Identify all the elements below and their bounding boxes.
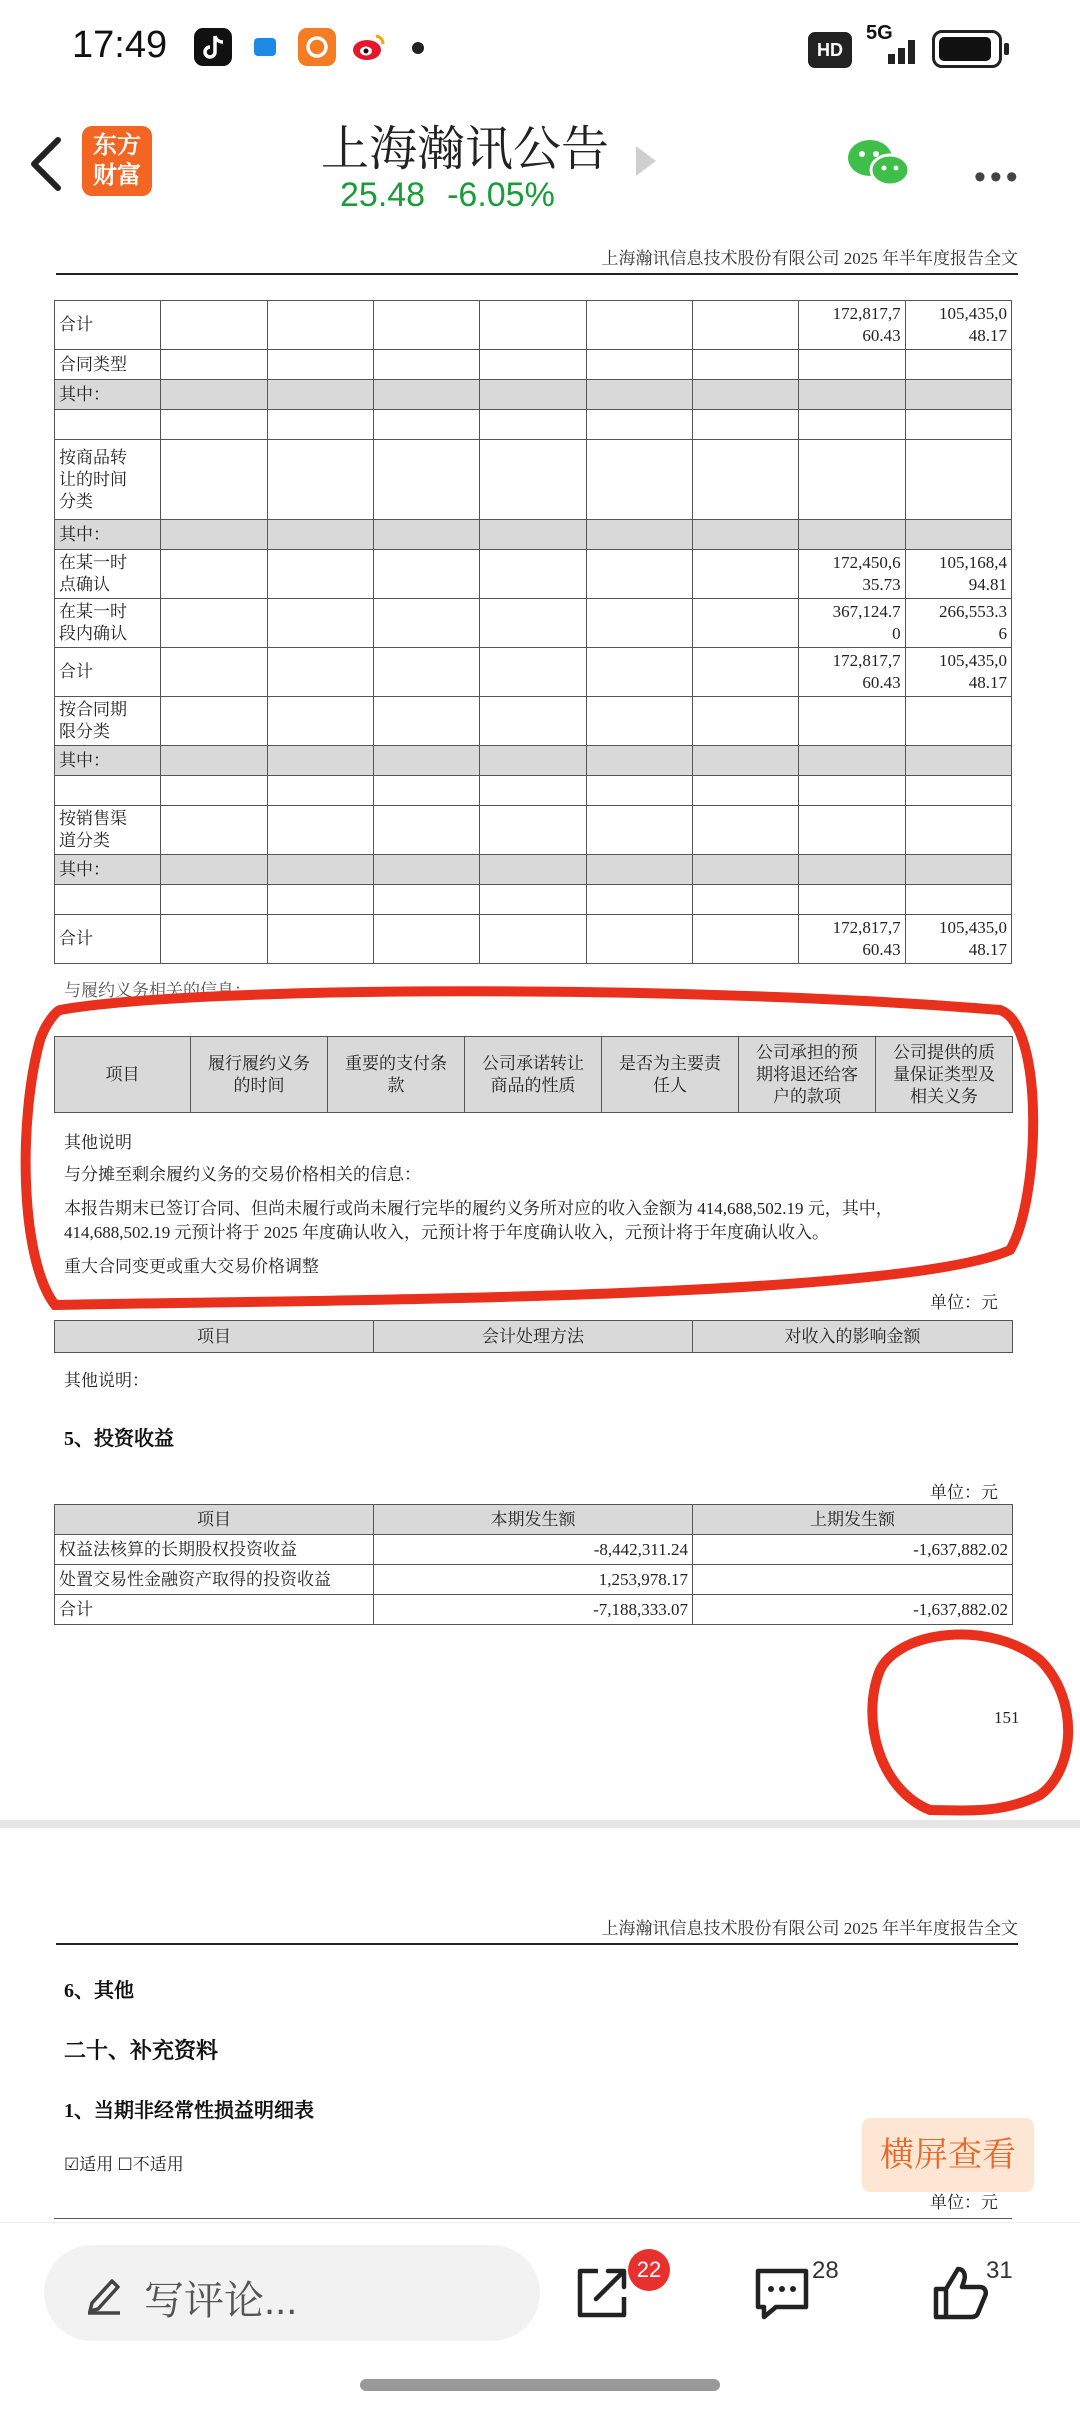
row-label	[55, 776, 161, 806]
column-header: 公司承担的预 期将退还给客 户的款项	[739, 1037, 876, 1113]
more-menu-icon[interactable]: •••	[974, 158, 1022, 196]
empty-cell	[161, 648, 267, 697]
empty-cell	[373, 648, 479, 697]
empty-cell	[692, 746, 798, 776]
cell-value: 105,168,4 94.81	[905, 550, 1011, 599]
cell-value: 172,817,7 60.43	[799, 648, 905, 697]
empty-cell	[586, 301, 692, 350]
empty-cell	[267, 380, 373, 410]
cell-value	[799, 855, 905, 885]
column-header: 重要的支付条 款	[328, 1037, 465, 1113]
row-label: 合计	[55, 1595, 374, 1625]
table-row	[55, 410, 1012, 440]
cell-value: 105,435,0 48.17	[905, 301, 1011, 350]
stock-quote	[340, 176, 577, 215]
landscape-view-button[interactable]: 横屏查看	[862, 2118, 1034, 2192]
weibo-icon	[350, 28, 388, 66]
empty-cell	[480, 776, 586, 806]
empty-cell	[161, 380, 267, 410]
empty-cell	[161, 697, 267, 746]
allocation-info-text: 与分摊至剩余履约义务的交易价格相关的信息：	[64, 1165, 421, 1184]
empty-cell	[267, 746, 373, 776]
table-row	[55, 855, 1012, 885]
doc-page-header: 上海瀚讯信息技术股份有限公司 2025 年半年度报告全文	[56, 244, 1018, 275]
table-row	[55, 746, 1012, 776]
page-number: 151	[994, 1708, 1020, 1727]
empty-cell	[373, 550, 479, 599]
column-header: 会计处理方法	[374, 1321, 693, 1353]
empty-cell	[373, 599, 479, 648]
row-label: 权益法核算的长期股权投资收益	[55, 1535, 374, 1565]
investment-income-table	[54, 1504, 1013, 1625]
empty-cell	[586, 806, 692, 855]
empty-cell	[373, 806, 479, 855]
major-contract-text: 重大合同变更或重大交易价格调整	[64, 1257, 319, 1276]
empty-cell	[373, 440, 479, 520]
empty-cell	[267, 915, 373, 964]
cell-value: 105,435,0 48.17	[905, 915, 1011, 964]
row-label: 按商品转 让的时间 分类	[55, 440, 161, 520]
empty-cell	[586, 697, 692, 746]
cell-value	[905, 855, 1011, 885]
column-header: 本期发生额	[374, 1505, 693, 1535]
cell-value: 266,553.3 6	[905, 599, 1011, 648]
table-row	[55, 648, 1012, 697]
empty-cell	[692, 301, 798, 350]
table-row	[55, 520, 1012, 550]
column-header: 公司提供的质 量保证类型及 相关义务	[876, 1037, 1013, 1113]
table-row	[55, 776, 1012, 806]
empty-cell	[480, 746, 586, 776]
empty-cell	[480, 380, 586, 410]
cell-value	[799, 885, 905, 915]
pencil-icon	[84, 2271, 124, 2315]
cell-value	[799, 746, 905, 776]
network-label: 5G	[866, 22, 893, 44]
section-nonrecurring: 1、当期非经常性损益明细表	[64, 2100, 314, 2122]
logo-line1: 东方	[93, 132, 141, 159]
empty-cell	[586, 550, 692, 599]
hd-icon: HD	[808, 32, 852, 68]
cell-value	[905, 885, 1011, 915]
empty-cell	[480, 440, 586, 520]
empty-cell	[161, 520, 267, 550]
empty-cell	[480, 301, 586, 350]
empty-cell	[586, 380, 692, 410]
table-row	[55, 599, 1012, 648]
comment-placeholder: 写评论...	[144, 2279, 298, 2323]
row-label: 合同类型	[55, 350, 161, 380]
empty-cell	[267, 410, 373, 440]
column-header: 项目	[55, 1037, 191, 1113]
empty-cell	[161, 855, 267, 885]
cell-value	[799, 380, 905, 410]
bottom-action-bar	[0, 2222, 1080, 2409]
empty-cell	[161, 550, 267, 599]
report-line-1: 本报告期末已签订合同、但尚未履行或尚未履行完毕的履约义务所对应的收入金额为 414,688,502.19 元，其中，	[64, 1199, 893, 1218]
empty-cell	[480, 599, 586, 648]
empty-cell	[267, 599, 373, 648]
section-supplementary: 二十、补充资料	[64, 2038, 219, 2063]
cell-value: -8,442,311.24	[374, 1535, 693, 1565]
empty-cell	[161, 806, 267, 855]
empty-cell	[161, 440, 267, 520]
empty-cell	[692, 380, 798, 410]
status-time: 17:49	[72, 24, 168, 66]
section-other: 6、其他	[64, 1980, 134, 2002]
unit-label-1: 单位：元	[930, 1293, 998, 1312]
column-header: 是否为主要责 任人	[602, 1037, 739, 1113]
row-label: 处置交易性金融资产取得的投资收益	[55, 1565, 374, 1595]
cell-value	[799, 440, 905, 520]
empty-cell	[373, 915, 479, 964]
empty-cell	[586, 855, 692, 885]
empty-cell	[373, 746, 479, 776]
empty-cell	[161, 301, 267, 350]
row-label: 其中：	[55, 855, 161, 885]
row-label: 其中：	[55, 380, 161, 410]
row-label: 合计	[55, 915, 161, 964]
cell-value	[799, 806, 905, 855]
empty-cell	[267, 806, 373, 855]
column-header: 履行履约义务 的时间	[191, 1037, 328, 1113]
empty-cell	[692, 697, 798, 746]
applicable-checkbox: ☑适用 ☐不适用	[64, 2155, 184, 2174]
table-row	[55, 885, 1012, 915]
cell-value: -1,637,882.02	[693, 1535, 1013, 1565]
empty-cell	[267, 855, 373, 885]
notification-dot	[412, 42, 424, 54]
cell-value	[799, 350, 905, 380]
row-label: 按合同期 限分类	[55, 697, 161, 746]
cell-value	[905, 410, 1011, 440]
row-label: 合计	[55, 648, 161, 697]
empty-cell	[692, 440, 798, 520]
cell-value	[799, 520, 905, 550]
other-note-1: 其他说明	[64, 1133, 132, 1152]
column-header: 公司承诺转让 商品的性质	[465, 1037, 602, 1113]
table-row	[55, 550, 1012, 599]
other-note-2: 其他说明：	[64, 1371, 149, 1390]
obligation-info-text: 与履约义务相关的信息：	[64, 981, 251, 1000]
empty-cell	[373, 520, 479, 550]
empty-cell	[161, 410, 267, 440]
empty-cell	[586, 440, 692, 520]
row-label: 其中：	[55, 520, 161, 550]
performance-obligation-table	[54, 1036, 1013, 1113]
empty-cell	[161, 885, 267, 915]
empty-cell	[267, 697, 373, 746]
cell-value	[905, 776, 1011, 806]
cell-value: 172,817,7 60.43	[799, 915, 905, 964]
row-label: 在某一时 点确认	[55, 550, 161, 599]
empty-cell	[692, 599, 798, 648]
empty-cell	[692, 410, 798, 440]
empty-cell	[692, 550, 798, 599]
empty-cell	[267, 440, 373, 520]
cell-value	[905, 440, 1011, 520]
column-header: 对收入的影响金额	[693, 1321, 1013, 1353]
cell-value: -1,637,882.02	[693, 1595, 1013, 1625]
empty-cell	[692, 885, 798, 915]
empty-cell	[480, 550, 586, 599]
empty-cell	[373, 855, 479, 885]
unit-label-3: 单位：元	[930, 2193, 998, 2212]
wechat-share-icon[interactable]	[846, 136, 912, 192]
cell-value	[799, 776, 905, 806]
empty-cell	[480, 350, 586, 380]
cell-value: 367,124.7 0	[799, 599, 905, 648]
logo-line2: 财富	[93, 162, 141, 189]
app-orange-icon	[298, 28, 336, 66]
empty-cell	[692, 520, 798, 550]
stock-price: 25.48	[340, 176, 426, 214]
empty-cell	[692, 915, 798, 964]
cell-value	[799, 410, 905, 440]
empty-cell	[586, 520, 692, 550]
eastmoney-logo[interactable]	[82, 126, 152, 196]
empty-cell	[161, 746, 267, 776]
row-label	[55, 410, 161, 440]
table-row	[55, 440, 1012, 520]
table-row	[55, 301, 1012, 350]
empty-cell	[267, 520, 373, 550]
table-row	[55, 1535, 1013, 1565]
column-header: 上期发生额	[693, 1505, 1013, 1535]
tiktok-icon	[194, 28, 232, 66]
row-label	[55, 885, 161, 915]
row-label: 在某一时 段内确认	[55, 599, 161, 648]
comment-input[interactable]	[44, 2245, 540, 2341]
empty-cell	[692, 648, 798, 697]
empty-cell	[480, 697, 586, 746]
annotation-ellipse-2	[872, 1635, 1068, 1811]
empty-cell	[586, 599, 692, 648]
battery-icon	[932, 30, 1002, 68]
like-icon[interactable]	[930, 2263, 990, 2323]
revenue-breakdown-table	[54, 300, 1012, 964]
row-label: 按销售渠 道分类	[55, 806, 161, 855]
empty-cell	[586, 648, 692, 697]
cell-value: 172,450,6 35.73	[799, 550, 905, 599]
empty-cell	[586, 746, 692, 776]
column-header: 项目	[55, 1321, 374, 1353]
empty-cell	[373, 697, 479, 746]
cell-value	[905, 746, 1011, 776]
empty-cell	[586, 410, 692, 440]
empty-cell	[267, 301, 373, 350]
empty-cell	[373, 885, 479, 915]
share-icon[interactable]	[572, 2263, 632, 2323]
cell-value	[799, 697, 905, 746]
cell-value: 105,435,0 48.17	[905, 648, 1011, 697]
table-row	[55, 1595, 1013, 1625]
empty-cell	[480, 806, 586, 855]
cell-value	[905, 380, 1011, 410]
empty-cell	[480, 410, 586, 440]
empty-cell	[267, 648, 373, 697]
cell-value	[905, 520, 1011, 550]
cell-value	[905, 697, 1011, 746]
row-label: 合计	[55, 301, 161, 350]
home-indicator	[360, 2379, 720, 2391]
table-row	[55, 915, 1012, 964]
stock-change: -6.05%	[447, 176, 555, 214]
cell-value: 1,253,978.17	[374, 1565, 693, 1595]
page-separator	[0, 1820, 1080, 1828]
empty-cell	[267, 350, 373, 380]
cell-value	[905, 806, 1011, 855]
cell-value	[905, 350, 1011, 380]
column-header: 项目	[55, 1505, 374, 1535]
empty-cell	[480, 648, 586, 697]
table-row	[55, 380, 1012, 410]
next-arrow-icon[interactable]	[636, 146, 656, 176]
empty-cell	[267, 550, 373, 599]
unit-label-2: 单位：元	[930, 1483, 998, 1502]
cell-value: -7,188,333.07	[374, 1595, 693, 1625]
empty-cell	[373, 301, 479, 350]
empty-cell	[586, 776, 692, 806]
table-row	[55, 806, 1012, 855]
empty-cell	[480, 855, 586, 885]
row-label: 其中：	[55, 746, 161, 776]
empty-cell	[373, 410, 479, 440]
empty-cell	[692, 855, 798, 885]
empty-cell	[480, 520, 586, 550]
empty-cell	[161, 350, 267, 380]
empty-cell	[586, 915, 692, 964]
empty-cell	[267, 885, 373, 915]
empty-cell	[373, 350, 479, 380]
report-line-2: 414,688,502.19 元预计将于 2025 年度确认收入，元预计将于年度确认收入，元预计将于年度确认收入。	[64, 1223, 829, 1242]
doc-page-header-2: 上海瀚讯信息技术股份有限公司 2025 年半年度报告全文	[56, 1914, 1018, 1945]
empty-cell	[480, 885, 586, 915]
section-investment-income: 5、投资收益	[64, 1428, 174, 1450]
signal-icon	[870, 38, 918, 64]
back-button[interactable]	[24, 134, 68, 194]
empty-cell	[692, 350, 798, 380]
app-header	[0, 96, 1080, 230]
empty-cell	[161, 915, 267, 964]
share-count-badge: 22	[628, 2249, 670, 2291]
page-title: 上海瀚讯公告	[320, 123, 609, 176]
contract-change-table	[54, 1320, 1013, 1353]
empty-cell	[692, 776, 798, 806]
empty-cell	[373, 776, 479, 806]
comment-count: 28	[812, 2257, 839, 2284]
empty-cell	[373, 380, 479, 410]
comments-icon[interactable]	[752, 2263, 812, 2323]
empty-cell	[480, 915, 586, 964]
table-row	[55, 1565, 1013, 1595]
app-blue-icon	[254, 38, 276, 56]
empty-cell	[586, 885, 692, 915]
empty-cell	[267, 776, 373, 806]
like-count: 31	[986, 2257, 1013, 2284]
empty-cell	[161, 776, 267, 806]
table-row	[55, 697, 1012, 746]
status-bar	[0, 0, 1080, 96]
empty-cell	[161, 599, 267, 648]
empty-cell	[586, 350, 692, 380]
table-row	[55, 350, 1012, 380]
empty-cell	[692, 806, 798, 855]
cell-value	[693, 1565, 1013, 1595]
cell-value: 172,817,7 60.43	[799, 301, 905, 350]
